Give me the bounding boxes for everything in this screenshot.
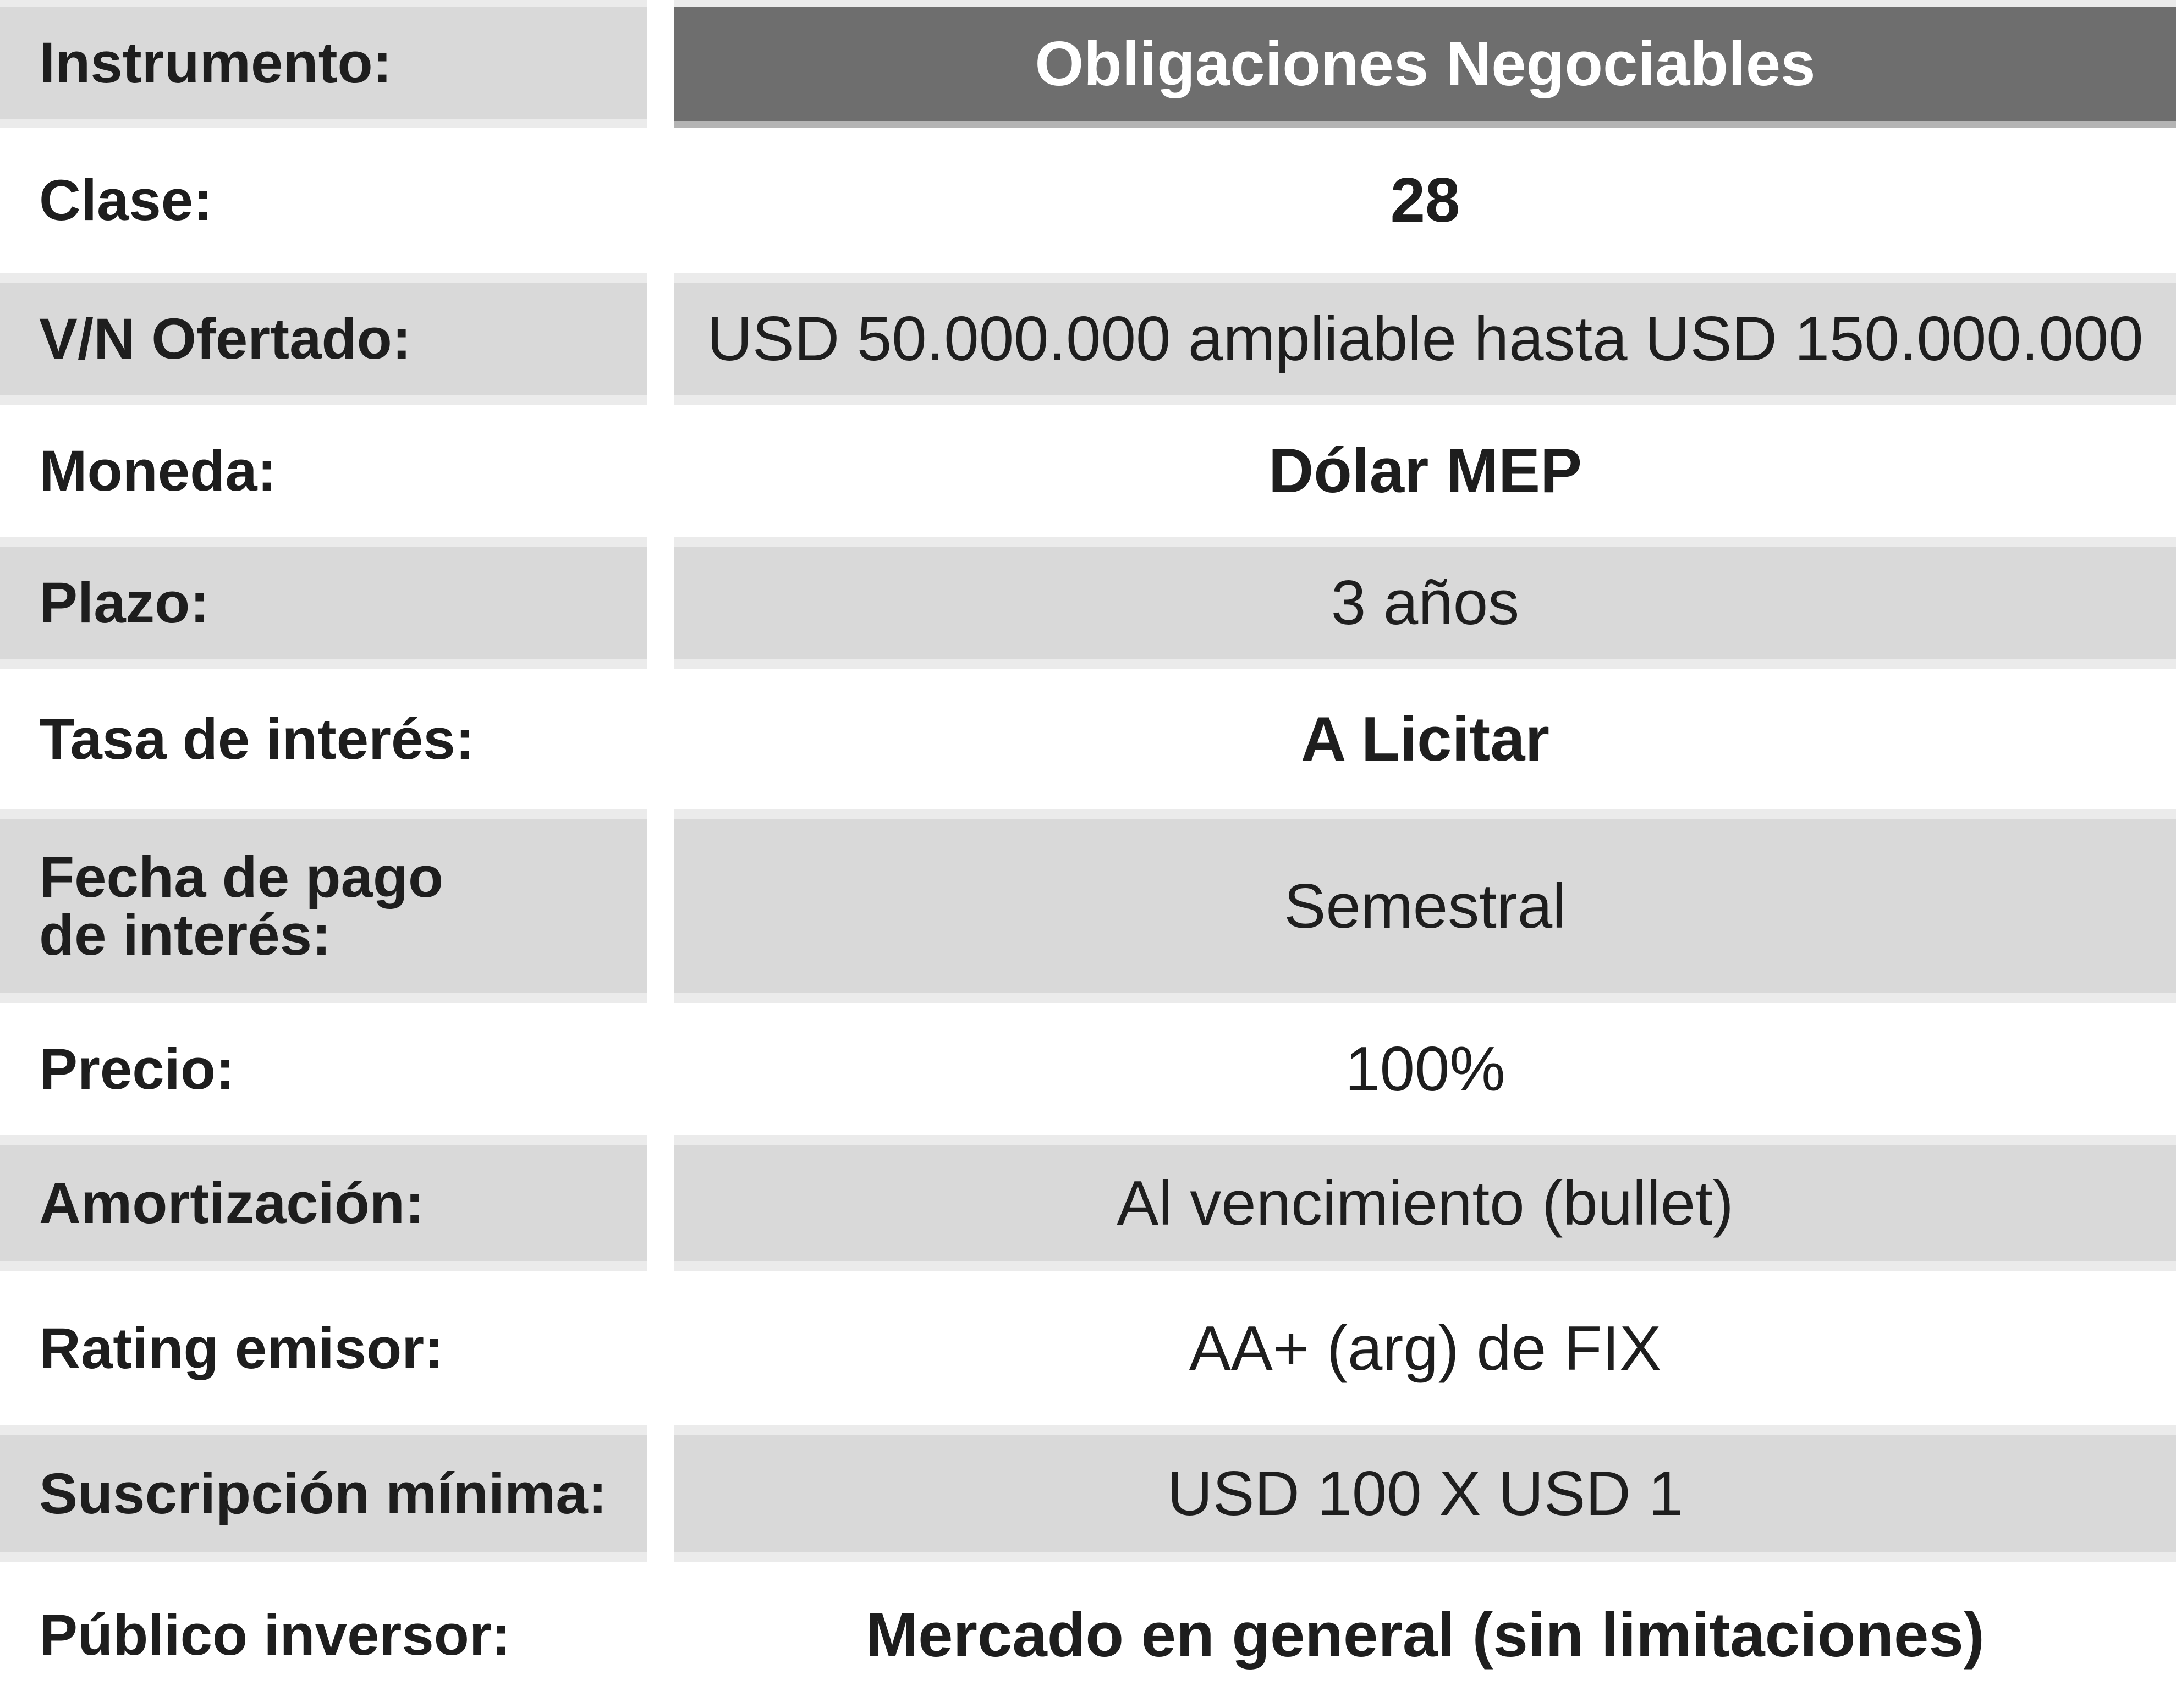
table-row-fecha-pago — [0, 809, 2176, 1003]
row-value: Semestral — [674, 809, 2176, 1003]
row-value: Mercado en general (sin limitaciones) — [866, 1600, 1985, 1670]
table-row-clase — [0, 128, 2176, 273]
row-label: Instrumento: — [0, 0, 647, 128]
table-row-instrumento — [0, 0, 2176, 128]
row-value: 100% — [1345, 1034, 1505, 1104]
row-label: Moneda: — [39, 438, 277, 503]
table-row-plazo — [0, 537, 2176, 669]
table-row-amortizacion — [0, 1135, 2176, 1271]
row-value: AA+ (arg) de FIX — [1189, 1313, 1662, 1384]
row-value: 28 — [1390, 165, 1460, 235]
row-value: A Licitar — [1301, 704, 1549, 774]
table-row-moneda — [0, 405, 2176, 537]
table-row-publico — [0, 1562, 2176, 1708]
table-row-suscripcion — [0, 1425, 2176, 1562]
row-label: Precio: — [39, 1037, 235, 1101]
table-row-tasa — [0, 669, 2176, 809]
table-row-precio — [0, 1003, 2176, 1135]
table-row-vn-ofertado — [0, 273, 2176, 405]
table-row-rating — [0, 1271, 2176, 1425]
row-value: Al vencimiento (bullet) — [674, 1135, 2176, 1271]
row-label: V/N Ofertado: — [0, 273, 647, 405]
row-label: Clase: — [39, 168, 213, 233]
row-label: Amortización: — [0, 1135, 647, 1271]
row-value: 3 años — [674, 537, 2176, 669]
row-label: Suscripción mínima: — [0, 1425, 647, 1562]
row-value: USD 50.000.000 ampliable hasta USD 150.000.000 — [674, 273, 2176, 405]
row-label: Fecha de pago de interés: — [0, 809, 647, 1003]
row-label: Tasa de interés: — [39, 707, 475, 772]
row-label: Plazo: — [0, 537, 647, 669]
row-label: Rating emisor: — [39, 1316, 444, 1381]
row-label: Público inversor: — [39, 1602, 511, 1667]
row-value: Obligaciones Negociables — [674, 0, 2176, 128]
row-value: USD 100 X USD 1 — [674, 1425, 2176, 1562]
row-value: Dólar MEP — [1268, 436, 1582, 506]
